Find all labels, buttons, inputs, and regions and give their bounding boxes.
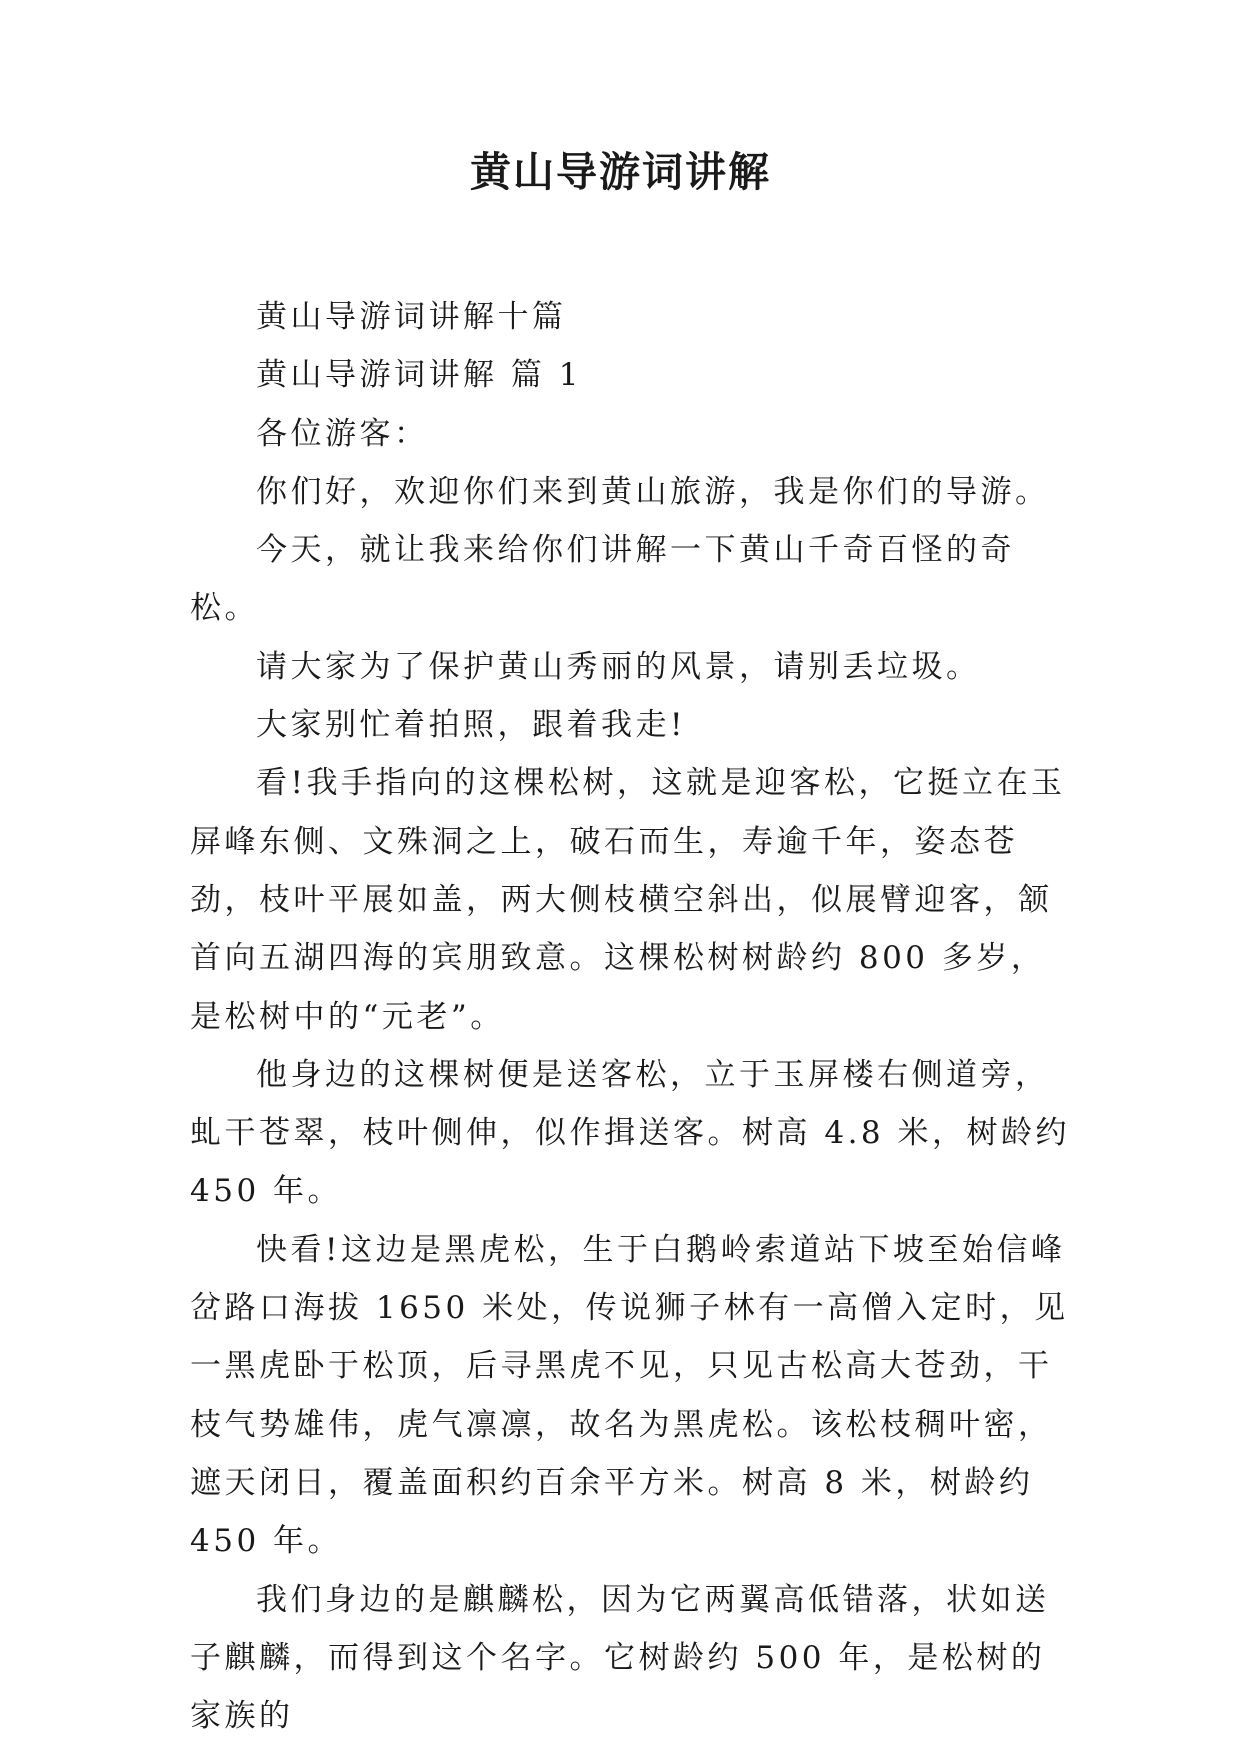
paragraph-subtitle: 黄山导游词讲解十篇: [256, 299, 567, 335]
paragraph: 你们好，欢迎你们来到黄山旅游，我是你们的导游。: [256, 473, 1050, 510]
paragraph-section-heading: 黄山导游词讲解 篇 1: [256, 357, 582, 394]
paragraph-black-tiger-pine: 快看!这边是黑虎松，生于白鹅岭索道站下坡至始信峰岔路口海拔 1650 米处，传说狮子林有一高僧入定时，见一黑虎卧于松顶，后寻黑虎不见，只见古松高大苍劲，干枝气势雄伟，虎气凛凛，故名为黑虎松。该松枝稠叶密，遮天闭日，覆盖面积约百余平方米。树高 8 米，树龄约 450 年。: [190, 1231, 1069, 1560]
paragraph: 请大家为了保护黄山秀丽的风景，请别丢垃圾。: [256, 648, 981, 685]
paragraph: 大家别忙着拍照，跟着我走!: [256, 707, 686, 744]
paragraph-qilin-pine: 我们身边的是麒麟松，因为它两翼高低错落，状如送子麒麟，而得到这个名字。它树龄约 500 年，是松树的家族的: [190, 1581, 1050, 1735]
document-body: [190, 288, 1070, 1745]
paragraph: 今天，就让我来给你们讲解一下黄山千奇百怪的奇松。: [190, 532, 1015, 627]
paragraph-greeting: 各位游客：: [256, 415, 429, 452]
paragraph-farewell-pine: 他身边的这棵树便是送客松，立于玉屏楼右侧道旁，虬干苍翠，枝叶侧伸，似作揖送客。树高 4.8 米，树龄约 450 年。: [190, 1056, 1071, 1210]
document-title: 黄山导游词讲解: [470, 148, 771, 196]
paragraph-welcome-pine: 看!我手指向的这棵松树，这就是迎客松，它挺立在玉屏峰东侧、文殊洞之上，破石而生，寿逾千年，姿态苍劲，枝叶平展如盖，两大侧枝横空斜出，似展臂迎客，颔首向五湖四海的宾朋致意。这棵松树树龄约 800 多岁，是松树中的“元老”。: [190, 765, 1066, 1035]
